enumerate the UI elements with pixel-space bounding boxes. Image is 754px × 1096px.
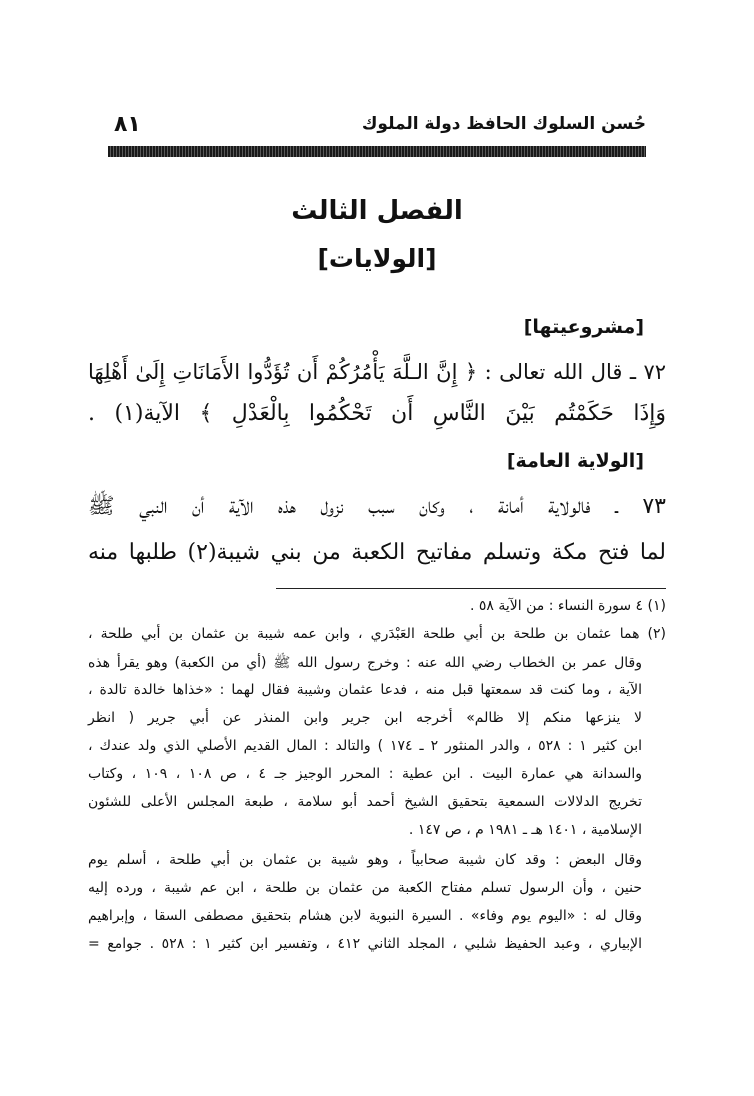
footnote-line: حنين ، وأن الرسول تسلم مفتاح الكعبة من عثمان بن طلحة ، ابن عم شيبة ، ورده إليه xyxy=(88,880,642,896)
footnote-line: الإبياري ، وعبد الحفيظ شلبي ، المجلد الثاني ٤١٢ ، وتفسير ابن كثير ١ : ٥٢٨ . جوامع = xyxy=(88,936,642,952)
footnote-line: (٢) هما عثمان بن طلحة بن أبي طلحة العَبْدَري ، وابن عمه شيبة بن عثمان بن أبي طلحة ، xyxy=(88,626,666,642)
page-number: ٨١ xyxy=(114,112,141,137)
footnote-line: الإسلامية ، ١٤٠١ هـ ـ ١٩٨١ م ، ص ١٤٧ . xyxy=(408,822,642,838)
body-line: وَإِذَا حَكَمْتُم بَيْنَ النَّاسِ أَن تَحْكُمُوا بِالْعَدْلِ ﴾ الآية(١) . xyxy=(88,401,666,426)
section-heading-general: [الولاية العامة] xyxy=(506,450,644,472)
running-title: حُسن السلوك الحافظ دولة الملوك xyxy=(361,114,646,134)
footnote-separator xyxy=(276,588,666,589)
footnote-line: لا ينزعها منكم إلا ظالم» أخرجه ابن جرير وابن المنذر عن أبي جرير ( انظر xyxy=(88,710,642,726)
footnote-line: وقال البعض : وقد كان شيبة صحابياً ، وهو شيبة بن عثمان بن أبي طلحة ، أسلم يوم xyxy=(88,852,642,868)
running-header xyxy=(108,112,646,148)
body-line: ٧٢ ـ قال الله تعالى : ﴿ إِنَّ الـلَّهَ يَأْمُرُكُمْ أَن تُؤَدُّوا الأَمَانَاتِ إِلَىٰ أَهْلِهَا xyxy=(88,360,666,384)
chapter-title: الفصل الثالث xyxy=(291,196,463,226)
section-heading-legitimacy: [مشروعيتها] xyxy=(523,316,644,338)
footnote-line: الآية ، وما كنت قد سمعتها قبل منه ، فدعا عثمان وشيبة فقال لهما : «خذاها خالدة تالدة ، xyxy=(88,682,642,698)
header-rule xyxy=(108,146,646,157)
footnote-line: والسدانة هي عمارة البيت . ابن عطية : المحرر الوجيز جـ ٤ ، ص ١٠٨ ، ١٠٩ ، وكتاب xyxy=(88,766,642,782)
body-line: ٧٣ ـ فالولاية أمانة ، وكان سبب نزول هذه الآية أن النبي ﷺ xyxy=(88,494,666,519)
chapter-subtitle: [الولايات] xyxy=(317,244,437,273)
body-line: لما فتح مكة وتسلم مفاتيح الكعبة من بني شيبة(٢) طلبها منه xyxy=(88,540,667,565)
footnote-line: ابن كثير ١ : ٥٢٨ ، والدر المنثور ٢ ـ ١٧٤ ) والتالد : المال القديم الأصلي الذي ولد عندك ، xyxy=(88,738,642,754)
footnote-line: وقال عمر بن الخطاب رضي الله عنه : وخرج رسول الله ﷺ (أي من الكعبة) وهو يقرأ هذه xyxy=(88,655,642,671)
footnote-line: وقال له : «اليوم يوم وفاء» . السيرة النبوية لابن هشام بتحقيق مصطفى السقا ، وإبراهيم xyxy=(88,908,642,924)
footnote-line: (١) ٤ سورة النساء : من الآية ٥٨ . xyxy=(469,598,666,614)
footnote-line: تخريج الدلالات السمعية بتحقيق الشيخ أحمد أبو سلامة ، طبعة المجلس الأعلى للشئون xyxy=(88,794,642,810)
